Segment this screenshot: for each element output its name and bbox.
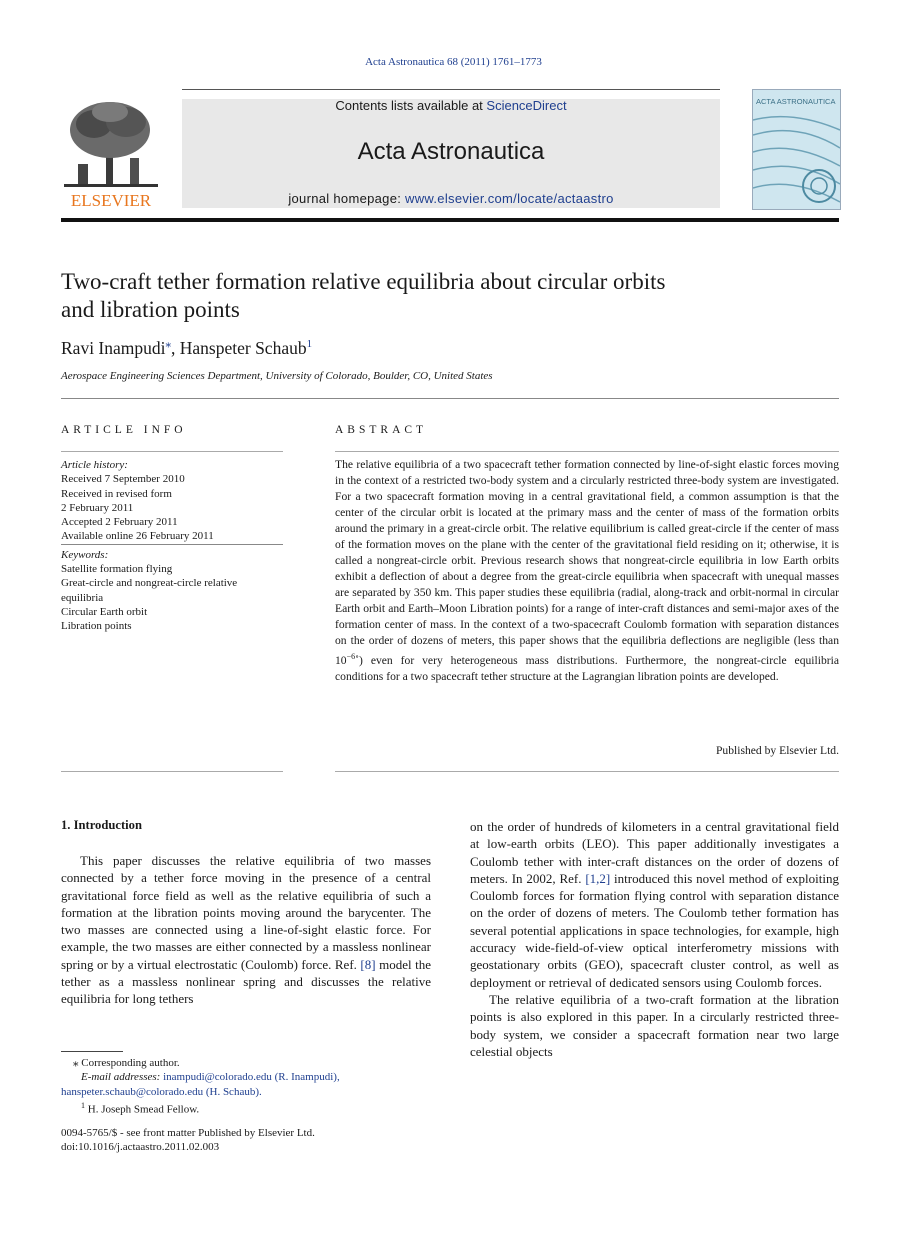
journal-homepage xyxy=(182,191,720,206)
journal-name: Acta Astronautica xyxy=(357,138,545,165)
history-entry: 2 February 2011 xyxy=(61,501,134,514)
paragraph: on the order of hundreds of kilometers in a central gravitational field at low-earth orbits (LEO). This paper additionally investigates a Coulomb tether with inter-craft distances on the order of dozens of meters. In 2002, Ref. [1,2] introduced this novel method of exploiting Coulomb forces for formation flying control with separation distance on the order of dozens of meters. The Coulomb tether formation has several potential applications in space technologies, for example, high accuracy wide-field-of-view optical interferometry missions with geostationary orbits (GEO), spacecraft cluster control, as well as deployment or retrieval of dedicated sensors using Coulomb forces. xyxy=(470,819,839,990)
title-line-1: Two-craft tether formation relative equilibria about circular orbits xyxy=(61,269,666,294)
publisher-note: Published by Elsevier Ltd. xyxy=(715,744,839,757)
contents-prefix: Contents lists available at xyxy=(335,98,487,113)
doi-line[interactable]: doi:10.1016/j.actaastro.2011.02.003 xyxy=(61,1141,220,1154)
history-label: Article history: xyxy=(61,459,128,471)
abstract-rule xyxy=(335,451,839,452)
article-info-heading: ARTICLE INFO xyxy=(61,424,187,436)
history-entry: Available online 26 February 2011 xyxy=(61,530,214,543)
sciencedirect-link[interactable]: ScienceDirect xyxy=(486,98,567,113)
keyword: Great-circle and nongreat-circle relative xyxy=(61,577,238,590)
body-column-right xyxy=(470,818,839,1060)
keyword: Satellite formation flying xyxy=(61,563,173,576)
abstract-text: The relative equilibria of a two spacecraft tether formation connected by line-of-sight elastic forces moving in the context of a restricted two-body system and a circularly restricted three-body system are investigated. For a two spacecraft formation moving in a central gravitational field, a common assumption is that the center of the circular orbit is located at the primary mass and the center of mass of the formation orbits around the primary in a great-circle orbit. The relative equilibrium is called great-circle if the center of mass of the formation moves on the plane with the center of the gravitational field residing on it; otherwise, it is called a nongreat-circle orbit. Previous research shows that nongreat-circle equilibria in low Earth orbits exhibit a deflection of about a degree from the great-circle equilibria when spacecraft with unequal masses are separated by 350 km. This paper studies these equilibria (radial, along-track and orbit-normal in circular Earth orbit and Earth–Moon Libration points) for a range of inter-craft distances and semi-major axes of the formation center of mass. In the context of a two-spacecraft Coulomb formation with separation distances on the order of dozens of meters, this paper shows that the equilibria deflections are negligible (less than $10^{-6\circ}$) even for very heterogeneous mass distributions. Furthermore, the nongreat-circle equilibria conditions for a two spacecraft tether structure at the Lagrangian libration points are developed. xyxy=(335,458,839,683)
svg-text:ACTA ASTRONAUTICA: ACTA ASTRONAUTICA xyxy=(756,97,836,106)
homepage-prefix: journal homepage: xyxy=(288,191,406,206)
info-divider xyxy=(61,544,283,545)
header-bottom-rule xyxy=(61,218,839,222)
body-column-left xyxy=(61,852,431,1008)
reference-link[interactable]: [8] xyxy=(360,956,376,972)
elsevier-logo[interactable] xyxy=(60,98,162,210)
journal-citation[interactable]: Acta Astronautica 68 (2011) 1761–1773 xyxy=(365,56,542,68)
svg-text:ELSEVIER: ELSEVIER xyxy=(70,191,152,210)
email-link[interactable]: inampudi@colorado.edu (R. Inampudi), xyxy=(160,1071,340,1084)
header-top-rule xyxy=(182,89,720,90)
footnotes xyxy=(61,1056,431,1117)
author-separator: , xyxy=(171,337,180,358)
abstract-bottom-rule xyxy=(335,771,839,772)
keyword: Circular Earth orbit xyxy=(61,605,148,618)
footnote-rule xyxy=(61,1051,123,1052)
footnote-fellow: $^1$ H. Joseph Smead Fellow. xyxy=(81,1100,200,1116)
contents-line xyxy=(182,98,720,113)
issn-block xyxy=(61,1126,431,1155)
footnote-corresponding: ⁎ Corresponding author. xyxy=(73,1057,180,1069)
history-entry: Received 7 September 2010 xyxy=(61,473,185,486)
title-line-2: and libration points xyxy=(61,297,240,322)
corresponding-author-mark[interactable]: ⁎ xyxy=(165,338,171,350)
cover-swirl-icon xyxy=(753,90,840,209)
author-footnote-mark[interactable]: 1 xyxy=(306,338,313,350)
section-divider xyxy=(61,398,839,399)
abstract-heading: ABSTRACT xyxy=(335,424,428,436)
author-affiliation: Aerospace Engineering Sciences Department, University of Colorado, Boulder, CO, United States xyxy=(61,370,493,382)
article-info xyxy=(61,458,283,634)
paragraph: The relative equilibria of a two-craft formation at the libration points is also explored in this paper. In a circularly restricted three-body system, we consider a spacecraft formation near two large celestial objects xyxy=(470,991,839,1059)
history-entry: Received in revised form xyxy=(61,487,172,500)
keyword: Libration points xyxy=(61,620,132,633)
email-link[interactable]: hanspeter.schaub@colorado.edu (H. Schaub). xyxy=(61,1085,262,1098)
section-heading-introduction: 1. Introduction xyxy=(61,818,142,832)
article-info-rule xyxy=(61,451,283,452)
journal-cover-image[interactable] xyxy=(752,89,841,210)
author-name: Ravi Inampudi xyxy=(61,337,166,358)
abstract-exponent: −6∘ xyxy=(346,652,360,661)
article-info-bottom-rule xyxy=(61,771,283,772)
footnote-email: E-mail addresses: inampudi@colorado.edu (R. Inampudi), xyxy=(81,1071,340,1084)
reference-link[interactable]: [1,2] xyxy=(585,870,611,886)
keyword: equilibria xyxy=(61,591,104,604)
homepage-link[interactable]: www.elsevier.com/locate/actaastro xyxy=(405,191,614,206)
keywords-label: Keywords: xyxy=(61,548,109,561)
issn-line: 0094-5765/$ - see front matter Published by Elsevier Ltd. xyxy=(61,1127,315,1139)
paragraph: This paper discusses the relative equilibria of two masses connected by a tether force moving in the presence of a central gravitational force field as well as the relative equilibria of such a formation at the libration points moving around the barycenter. The two masses are connected using a line-of-sight elastic force. For example, the two masses are either connected by a massless nonlinear spring or by a virtual electrostatic (Coulomb) force. Ref. [8] model the tether as a massless nonlinear spring and discusses the relative equilibria for long tethers xyxy=(61,853,431,1007)
history-entry: Accepted 2 February 2011 xyxy=(61,516,178,529)
author-list xyxy=(61,337,312,359)
tree-icon xyxy=(64,102,158,187)
article-title xyxy=(61,268,841,324)
author-name: Hanspeter Schaub xyxy=(179,337,307,358)
